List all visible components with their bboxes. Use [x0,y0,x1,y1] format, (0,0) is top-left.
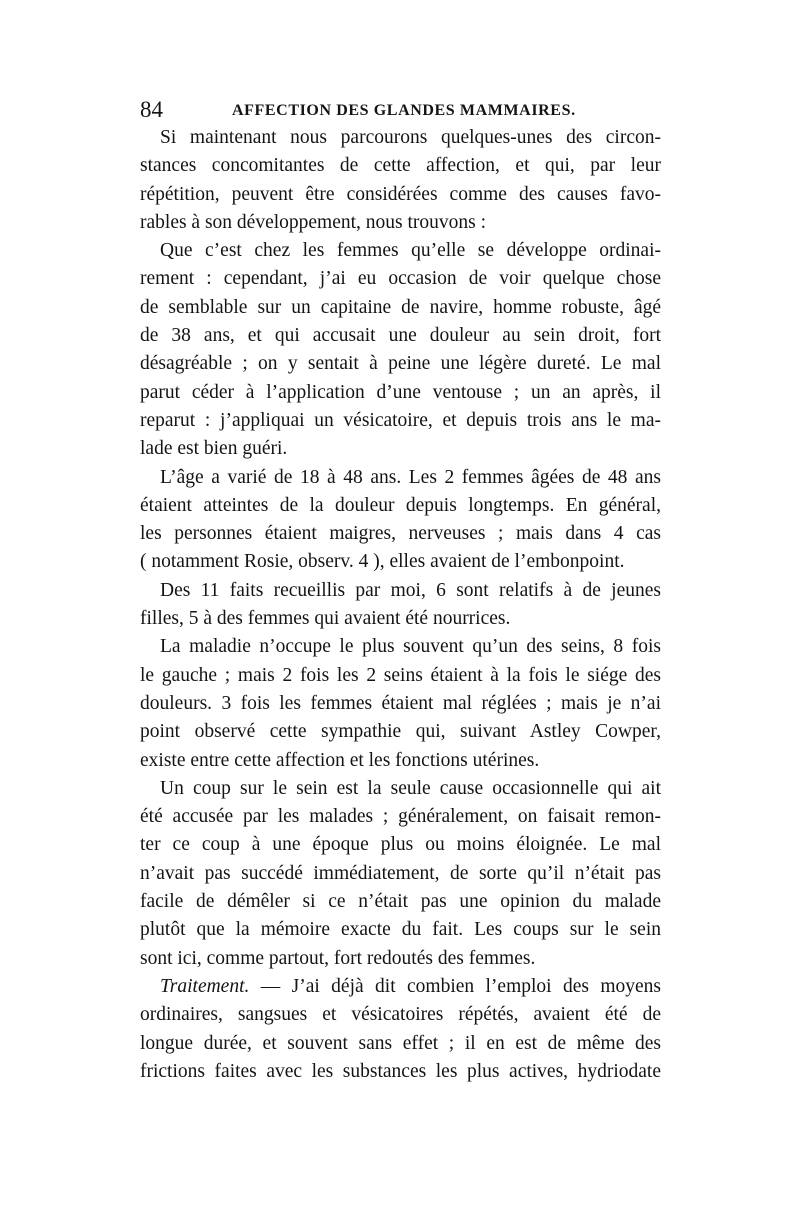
text-line: frictions faites avec les substances les plus actives, hydriodate [140,1060,661,1082]
paragraph [140,775,661,973]
text-line: étaient atteintes de la douleur depuis longtemps. En général, [140,494,661,516]
text-line: Des 11 faits recueillis par moi, 6 sont relatifs à de jeunes [160,579,661,601]
text-line: le gauche ; mais 2 fois les 2 seins étaient à la fois le siége des [140,664,661,686]
text-line: longue durée, et souvent sans effet ; il en est de même des [140,1032,661,1054]
page-header [140,96,660,124]
paragraph [140,577,661,634]
page-number: 84 [140,97,163,122]
text-line: répétition, peuvent être considérées comme des causes favo- [140,183,661,205]
paragraph [140,973,661,1086]
text-line: stances concomitantes de cette affection, et qui, par leur [140,155,661,177]
text-line: sont ici, comme partout, fort redoutés des femmes. [140,947,536,969]
paragraph [140,124,661,237]
running-title: AFFECTION DES GLANDES MAMMAIRES. [232,102,576,119]
text-line: douleurs. 3 fois les femmes étaient mal réglées ; mais je n’ai [140,692,661,714]
text-line: facile de démêler si ce n’était pas une opinion du malade [140,891,661,913]
text-line: rement : cependant, j’ai eu occasion de voir quelque chose [140,268,661,290]
text-line: reparut : j’appliquai un vésicatoire, et depuis trois ans le ma- [140,409,661,431]
text-line: ordinaires, sangsues et vésicatoires répétés, avaient été de [140,1004,661,1026]
section-heading-traitement: Traitement. [160,975,250,997]
text-line: Que c’est chez les femmes qu’elle se développe ordinai- [160,240,661,262]
text-line: L’âge a varié de 18 à 48 ans. Les 2 femmes âgées de 48 ans [160,466,661,488]
text-line: ter ce coup à une époque plus ou moins éloignée. Le mal [140,834,661,856]
text-line: plutôt que la mémoire exacte du fait. Les coups sur le sein [140,919,661,941]
text-line: rables à son développement, nous trouvons : [140,211,487,233]
text-line: Si maintenant nous parcourons quelques-unes des circon- [160,127,661,148]
body-text [140,124,661,1086]
text-line: existe entre cette affection et les fonctions utérines. [140,749,540,771]
text-line: parut céder à l’application d’une ventouse ; un an après, il [140,381,661,403]
text-line: lade est bien guéri. [140,438,288,460]
text-line: de semblable sur un capitaine de navire, homme robuste, âgé [140,296,661,318]
paragraph [140,237,661,463]
text-line: filles, 5 à des femmes qui avaient été nourrices. [140,608,511,630]
text-line: ( notamment Rosie, observ. 4 ), elles avaient de l’embonpoint. [140,551,625,573]
paragraph [140,464,661,577]
text-line: n’avait pas succédé immédiatement, de sorte qu’il n’était pas [140,862,661,884]
text-line: Un coup sur le sein est la seule cause occasionnelle qui ait [160,777,661,799]
text-line: de 38 ans, et qui accusait une douleur au sein droit, fort [140,325,661,347]
text-line: point observé cette sympathie qui, suivant Astley Cowper, [140,721,661,743]
paragraph [140,633,661,774]
text-run: — J’ai déjà dit combien l’emploi des moyens [249,975,661,997]
text-line: désagréable ; on y sentait à peine une légère dureté. Le mal [140,353,661,375]
text-line: les personnes étaient maigres, nerveuses ; mais dans 4 cas [140,523,661,545]
text-line: La maladie n’occupe le plus souvent qu’un des seins, 8 fois [160,636,661,658]
text-line [140,973,661,1001]
text-line: été accusée par les malades ; généralement, on faisait remon- [140,806,661,828]
